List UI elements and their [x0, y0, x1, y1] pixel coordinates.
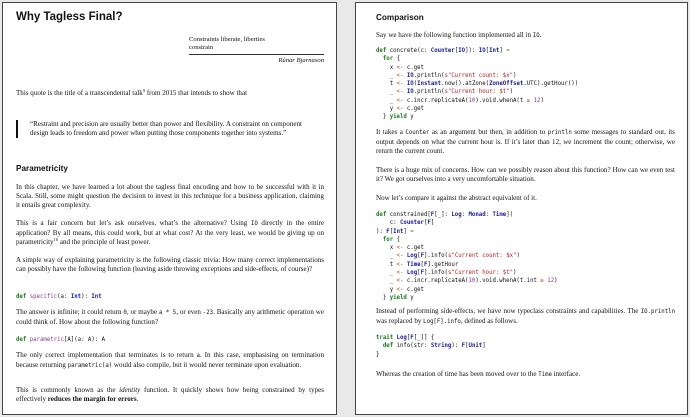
inline-code: a * 5: [158, 310, 177, 316]
strong-text: reduces the margin for errors: [47, 395, 137, 404]
code-line: for {: [382, 236, 400, 243]
text: , or even: [176, 308, 203, 316]
paragraph-3: There is a huge mix of concerns. How can we possibly reason about this function? How can we even test it? We got ourselves into a very uncomfortable situation.: [376, 166, 675, 184]
text: The answer is infinite; it could return: [16, 308, 124, 316]
page-title: Why Tagless Final?: [16, 11, 123, 23]
text: Whereas the creation of time has been moved over to the: [376, 370, 539, 378]
code-line: } yield y: [376, 294, 414, 301]
text: .: [539, 31, 542, 39]
code-line: _ <- IO.println(s"Current hour: $t"): [376, 89, 514, 96]
code-line: y <- c.get: [376, 286, 424, 293]
code-token: def: [16, 337, 27, 343]
epigraph-author: Rúnar Bjarnason: [278, 57, 324, 64]
paragraph-4: [16, 308, 324, 327]
inline-code: 0: [123, 310, 127, 316]
paragraph-5: [16, 351, 324, 371]
text: as an argument but then, in addition to: [429, 128, 548, 136]
code-line: _ <- Log[F].info(s"Current hour: $t"): [376, 270, 517, 277]
text: interface.: [551, 370, 581, 378]
code-line: c: Counter[F]: [376, 220, 435, 227]
text: It takes a: [376, 128, 406, 136]
intro-paragraph: [16, 89, 324, 98]
code-token: (a:: [57, 294, 71, 300]
epigraph-line-2: constrain: [189, 44, 214, 51]
epigraph-rule: [189, 54, 324, 55]
paragraph-1: [376, 31, 675, 41]
code-trait: [376, 334, 675, 359]
code-line: for {: [382, 56, 400, 63]
text: This is a fair concern but let’s ask ourselves, what’s the alternative? Using: [16, 219, 251, 227]
text: This is commonly known as the: [16, 386, 120, 394]
code-line: x <- c.get: [376, 245, 424, 252]
text: Instead of performing side-effects, we have now typeclass constraints and capabilities. The: [376, 307, 641, 315]
code-token: Int: [91, 294, 102, 300]
intro-text-end: from 2015 that intends to show that: [145, 89, 248, 97]
code-line: ): F[Int] =: [376, 228, 414, 235]
footnote-ref[interactable]: 10: [53, 237, 59, 243]
text: some messages to standard out, its output depends on what the current hour is. If it’s later than 12, we increment the count; otherwise, we return the current count.: [376, 128, 675, 156]
code-token: [A](a: A): A: [63, 337, 106, 343]
code-line: _ <- IO.println(s"Current count: $x"): [376, 72, 517, 79]
inline-code: parametric(a): [67, 363, 113, 370]
inline-code: IO.println: [640, 309, 675, 315]
code-line: } yield y: [376, 114, 414, 121]
block-quote: [16, 120, 302, 138]
paragraph-5: [376, 307, 675, 327]
inline-code: -23: [202, 310, 214, 316]
left-page: [2, 2, 337, 415]
paragraph-3: A simple way of explaining parametricity is the following classic trivia: How many correct implementations can possibly have the following function (leaving aside throwing exceptions and side-effects, of course)?: [16, 256, 324, 274]
inline-code: a: [196, 353, 200, 359]
code-line: _ <- c.incr.replicateA(10).void.whenA(t.int ≥ 12): [376, 278, 558, 285]
text: . Basically any arithmetic operation we could think of. How about the following function?: [16, 308, 324, 327]
code-line: t <- IO(Instant.now().atZone(ZoneOffset.UTC).getHour()): [376, 81, 579, 88]
right-page: [355, 2, 688, 415]
code-constrained: [376, 211, 675, 302]
code-token: Int: [70, 294, 82, 300]
section-title-comparison: Comparison: [376, 13, 424, 22]
inline-code: Counter: [405, 130, 430, 136]
code-line: y <- c.get: [376, 106, 424, 113]
code-line: _ <- c.incr.replicateA(10).void.whenA(t ≥ 12): [376, 97, 544, 104]
code-line: t <- Time[F].getHour: [376, 261, 459, 268]
footnote-ref[interactable]: 9: [142, 88, 146, 93]
inline-code: Time: [538, 372, 552, 378]
text: . In this case, emphasising on termination because returning: [16, 351, 324, 370]
code-line: x <- c.get: [376, 64, 424, 71]
paragraph-1: In this chapter, we have learned a lot about the tagless final encoding and how to be successful with it in Scala. Still, some might question the decision to invest in this technique for a business application, claiming it entails great complexity.: [16, 183, 324, 210]
code-line: }: [376, 351, 380, 358]
code-line: def info(str: String): F[Unit]: [382, 343, 486, 350]
emphasis: identity: [119, 386, 141, 394]
text: , defined as follows.: [460, 317, 518, 326]
text: The only correct implementation that terminates is to return: [16, 351, 197, 359]
text: would also compile, but it would never terminate upon evaluation.: [112, 361, 302, 370]
section-title-parametricity: Parametricity: [16, 164, 68, 173]
epigraph-line-1: Constraints liberate, liberties: [189, 36, 265, 43]
text: function. It quickly shows how being constrained by types effectively: [16, 386, 325, 404]
text: , or maybe: [126, 308, 159, 316]
code-specific: [16, 293, 324, 301]
text: was replaced by: [376, 317, 424, 326]
text: and the principle of least power.: [58, 238, 151, 247]
inline-code: Log[F].info: [423, 319, 461, 326]
code-token: ):: [81, 294, 92, 300]
code-line: trait Log[F[_]] {: [376, 335, 435, 341]
paragraph-2: [16, 219, 324, 248]
code-parametric: [16, 336, 324, 344]
paragraph-4: Now let’s compare it against the abstract equivalent of it.: [376, 194, 537, 202]
code-line: def constrained[F[_]: Log: Monad: Time](: [376, 212, 514, 218]
inline-code: IO: [532, 33, 540, 39]
epigraph: [189, 36, 324, 65]
text: directly in the entire application? By all means, this could work, but at what cost? At the very least, we would be giving up on parametricity: [16, 219, 324, 247]
code-line: def concrete(c: Counter[IO]): IO[Int] =: [376, 48, 510, 54]
code-line: _ <- Log[F].info(s"Current count: $x"): [376, 253, 520, 260]
inline-code: println: [547, 130, 572, 136]
code-token: specific: [26, 294, 58, 300]
inline-code: IO: [250, 221, 258, 227]
text: .: [136, 395, 139, 404]
quote-text: “Restraint and precision are usually better than power and flexibility. A constraint on component design leads to freedom and power when putting those components together into systems.”: [30, 120, 302, 138]
paragraph-6: [16, 386, 324, 404]
paragraph-6: [376, 370, 675, 380]
intro-text: This quote is the title of a transcendental talk: [16, 89, 143, 97]
code-token: parametric: [26, 337, 64, 343]
text: Say we have the following function implemented all in: [376, 31, 533, 39]
code-token: def: [16, 294, 27, 300]
code-concrete: [376, 47, 675, 122]
paragraph-2: [376, 128, 675, 157]
